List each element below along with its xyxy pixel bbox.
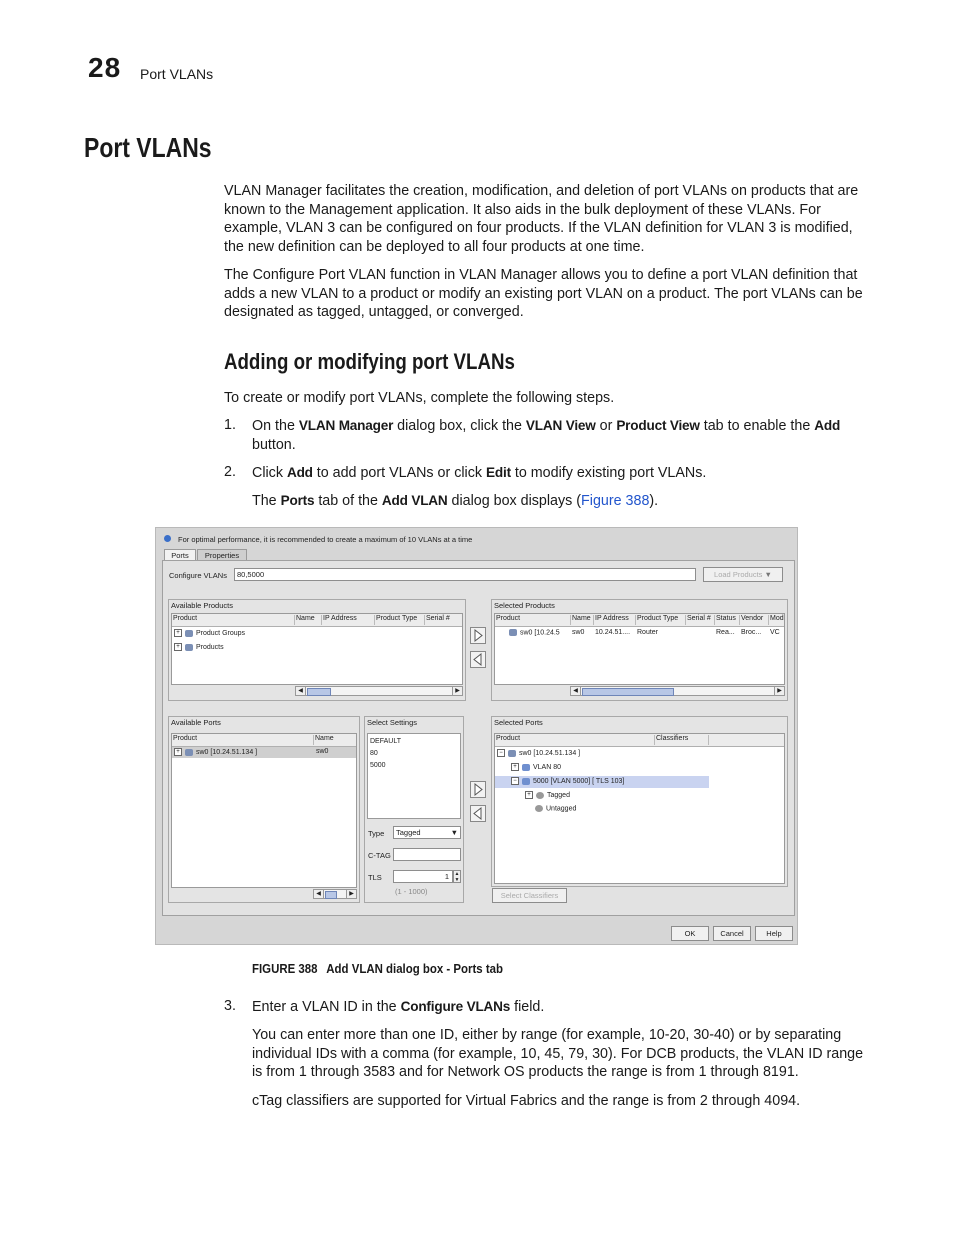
table-cell: Router [637, 629, 659, 636]
vlan-icon [522, 764, 530, 771]
step-3-text: Enter a VLAN ID in the Configure VLANs field. [252, 999, 545, 1015]
column-header[interactable]: IP Address [322, 615, 375, 625]
tab-ports[interactable]: Ports [164, 549, 196, 561]
panel-title: Available Ports [171, 718, 221, 727]
tree-node-products[interactable]: + Products [174, 643, 224, 651]
table-cell: sw0 [316, 748, 329, 755]
arrow-right-icon [471, 628, 485, 643]
figure-caption-text: Add VLAN dialog box - Ports tab [326, 961, 503, 976]
step-1-text: On the VLAN Manager dialog box, click the VLAN View or Product View tab to enable the Add button. [252, 418, 841, 453]
vlan-icon [522, 778, 530, 785]
arrow-left-icon [471, 806, 485, 821]
available-products-table [171, 613, 463, 685]
table-cell: 10.24.51.... [595, 629, 631, 636]
add-product-button[interactable] [470, 627, 486, 644]
add-vlan-dialog [155, 527, 798, 945]
switch-icon [185, 749, 193, 756]
table-row[interactable]: sw0 [10.24.5 [509, 629, 560, 636]
table-header [172, 614, 462, 627]
list-item[interactable]: DEFAULT [370, 738, 401, 745]
table-cell: VC [770, 629, 780, 636]
remove-product-button[interactable] [470, 651, 486, 668]
help-button[interactable]: Help [755, 926, 793, 941]
chevron-down-icon: ▼ [764, 570, 772, 579]
remove-port-button[interactable] [470, 805, 486, 822]
load-products-button: Load Products ▼ [703, 567, 783, 582]
intro-paragraph-2: The Configure Port VLAN function in VLAN Manager allows you to define a port VLAN definition that adds a new VLAN to a product or modify an existing port VLAN on a product. The port VLANs can be designated as tagged, untagged, or converged. [224, 267, 863, 321]
column-header[interactable]: Mod [769, 615, 785, 625]
vlan-list[interactable] [367, 733, 461, 819]
ok-button[interactable]: OK [671, 926, 709, 941]
switch-icon [509, 629, 517, 636]
column-header[interactable]: Status [715, 615, 740, 625]
tls-label: TLS [368, 873, 382, 882]
step-number: 2. [224, 464, 236, 480]
step-3-paragraph: You can enter more than one ID, either by range (for example, 10-20, 30-40) or by separating individual IDs with a comma (for example, 10, 45, 79, 30). For DCB products, the VLAN ID range is from 1 through 3583 and for Network OS products the range is from 1 through 8191. [252, 1027, 864, 1081]
configure-vlans-input[interactable]: 80,5000 [234, 568, 696, 581]
select-settings-panel [364, 716, 464, 903]
panel-title: Available Products [171, 601, 233, 610]
panel-title: Selected Ports [494, 718, 543, 727]
available-products-panel [168, 599, 466, 701]
tag-icon [535, 805, 543, 812]
tree-node-untagged[interactable]: Untagged [535, 805, 576, 812]
configure-vlans-label: Configure VLANs [169, 571, 227, 580]
column-header[interactable]: Classifiers [655, 735, 709, 745]
type-select[interactable]: Tagged ▼ [393, 826, 461, 839]
add-port-button[interactable] [470, 781, 486, 798]
figure-label: FIGURE 388 [252, 961, 318, 976]
expand-icon[interactable]: + [511, 763, 519, 771]
collapse-icon[interactable]: − [511, 777, 519, 785]
ctag-label: C-TAG [368, 851, 391, 860]
selected-ports-tree [494, 733, 785, 884]
column-header[interactable]: Product [172, 735, 314, 745]
column-header[interactable]: Product Type [375, 615, 425, 625]
collapse-icon[interactable]: − [497, 749, 505, 757]
tab-properties[interactable]: Properties [197, 549, 247, 561]
step-2-subtext: The Ports tab of the Add VLAN dialog box displays (Figure 388). [252, 493, 659, 509]
table-cell: Broc... [741, 629, 762, 636]
column-header[interactable]: Serial # [425, 615, 463, 625]
step-number: 3. [224, 998, 236, 1014]
product-group-icon [185, 630, 193, 637]
section-lead: To create or modify port VLANs, complete the following steps. [224, 390, 615, 406]
column-header[interactable]: Name [314, 735, 357, 745]
switch-icon [508, 750, 516, 757]
intro-paragraph-1: VLAN Manager facilitates the creation, modification, and deletion of port VLANs on products that are known to the Management application. It also aids in the bulk deployment of these VLANs. For example, VLAN 3 can be configured on four products. If the VLAN definition for VLAN 3 is modified, the new definition can be deployed to all four products at one time. [224, 183, 859, 256]
table-header [495, 734, 784, 747]
table-cell: Rea... [716, 629, 735, 636]
figure-caption [252, 961, 512, 976]
selected-products-panel [491, 599, 788, 701]
step-number: 1. [224, 417, 236, 433]
column-header[interactable]: Product [495, 735, 655, 745]
expand-icon[interactable]: + [174, 629, 182, 637]
info-icon [164, 535, 171, 542]
tls-stepper[interactable]: ▲ ▼ [454, 871, 460, 883]
table-header [495, 614, 784, 627]
tree-node-product-groups[interactable]: + Product Groups [174, 629, 245, 637]
expand-icon[interactable]: + [174, 643, 182, 651]
chapter-number: 28 [88, 52, 122, 83]
table-header [172, 734, 356, 747]
step-3-note: cTag classifiers are supported for Virtual Fabrics and the range is from 2 through 4094. [252, 1093, 801, 1109]
column-header[interactable]: Product Type [636, 615, 686, 625]
ctag-input[interactable] [393, 848, 461, 861]
tls-input[interactable]: 1 [393, 870, 453, 883]
select-classifiers-button: Select Classifiers [492, 888, 567, 903]
tree-node-switch[interactable]: − sw0 [10.24.51.134 ] [497, 749, 580, 757]
info-message: For optimal performance, it is recommended to create a maximum of 10 VLANs at a time [178, 535, 473, 544]
list-item[interactable]: 80 [370, 750, 378, 757]
tree-node-tagged[interactable]: + Tagged [525, 791, 570, 799]
tree-node-vlan-5000[interactable]: − 5000 [VLAN 5000] [ TLS 103] [511, 777, 624, 785]
horizontal-scrollbar[interactable]: ◀ ▶ [295, 686, 463, 696]
column-header[interactable]: Serial # [686, 615, 715, 625]
arrow-left-icon [471, 652, 485, 667]
tree-node-vlan-80[interactable]: + VLAN 80 [511, 763, 561, 771]
tag-icon [536, 792, 544, 799]
step-2-text: Click Add to add port VLANs or click Edit to modify existing port VLANs. [252, 465, 707, 481]
column-header[interactable]: Vendor [740, 615, 769, 625]
chevron-down-icon: ▼ [450, 828, 458, 837]
tls-range-hint: (1 - 1000) [395, 887, 428, 896]
list-item[interactable]: 5000 [370, 762, 386, 769]
selected-ports-panel [491, 716, 788, 887]
type-label: Type [368, 829, 385, 838]
figure-link[interactable]: Figure 388 [581, 493, 650, 509]
section-title: Adding or modifying port VLANs [224, 349, 515, 374]
column-header[interactable]: Product [172, 615, 295, 625]
expand-icon[interactable]: + [174, 748, 182, 756]
product-icon [185, 644, 193, 651]
arrow-right-icon [471, 782, 485, 797]
column-header[interactable]: Name [295, 615, 322, 625]
horizontal-scrollbar[interactable]: ◀ ▶ [313, 889, 357, 899]
available-ports-panel [168, 716, 360, 903]
available-ports-table [171, 733, 357, 888]
table-cell: sw0 [572, 629, 585, 636]
expand-icon[interactable]: + [525, 791, 533, 799]
table-cell[interactable]: + sw0 [10.24.51.134 ] [174, 748, 257, 756]
column-header[interactable]: IP Address [594, 615, 636, 625]
page-title: Port VLANs [84, 132, 212, 163]
column-header[interactable]: Name [571, 615, 594, 625]
cancel-button[interactable]: Cancel [713, 926, 751, 941]
horizontal-scrollbar[interactable]: ◀ ▶ [570, 686, 785, 696]
panel-title: Select Settings [367, 718, 418, 727]
selected-products-table [494, 613, 785, 685]
panel-title: Selected Products [494, 601, 555, 610]
column-header[interactable]: Product [495, 615, 571, 625]
chapter-title: Port VLANs [140, 66, 214, 82]
